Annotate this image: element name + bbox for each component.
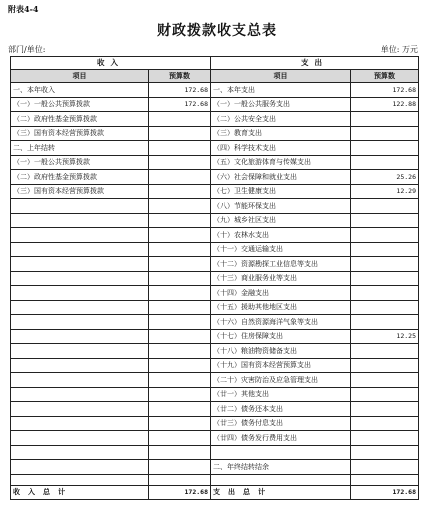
table-row (11, 474, 419, 485)
expense-item-cell: 一、本年支出 (211, 83, 351, 98)
income-item-cell: （一）一般公共预算拨款 (11, 97, 149, 112)
column-header-row (11, 70, 419, 83)
expense-item-cell: （十七）住房保障支出 (211, 329, 351, 344)
expense-item-cell: （二十）灾害防治及应急管理支出 (211, 373, 351, 388)
expense-amount-cell (351, 242, 419, 257)
page-title: 财政拨款收支总表 (157, 23, 277, 39)
income-amount-cell (149, 141, 211, 156)
income-section-header: 收入 (11, 57, 211, 70)
income-budget-header: 预算数 (149, 70, 211, 83)
table-row (11, 373, 419, 388)
income-amount-cell (149, 373, 211, 388)
expense-amount-cell: 172.68 (351, 83, 419, 98)
expense-item-cell: （四）科学技术支出 (211, 141, 351, 156)
income-amount-cell (149, 300, 211, 315)
income-item-cell (11, 445, 149, 460)
income-item-cell (11, 213, 149, 228)
expense-item-cell: （三）教育支出 (211, 126, 351, 141)
expense-budget-header: 预算数 (351, 70, 419, 83)
table-row (11, 271, 419, 286)
attachment-label: 附表4-4 (8, 4, 39, 14)
expense-amount-cell: 122.88 (351, 97, 419, 112)
expense-amount-cell (351, 271, 419, 286)
expense-amount-cell (351, 213, 419, 228)
department-label: 部门/单位: (8, 45, 46, 54)
income-amount-cell (149, 416, 211, 431)
expense-amount-cell (351, 300, 419, 315)
income-item-cell (11, 271, 149, 286)
expense-item-cell: （九）城乡社区支出 (211, 213, 351, 228)
expense-amount-cell (351, 344, 419, 359)
expense-item-cell: （五）文化旅游体育与传媒支出 (211, 155, 351, 170)
summary-row (11, 485, 419, 500)
expense-item-cell (211, 445, 351, 460)
table-row (11, 141, 419, 156)
income-item-cell: 二、上年结转 (11, 141, 149, 156)
income-item-cell (11, 402, 149, 417)
income-item-cell (11, 315, 149, 330)
income-amount-cell (149, 155, 211, 170)
expense-amount-cell (351, 126, 419, 141)
income-amount-cell (149, 474, 211, 485)
table-row (11, 344, 419, 359)
expense-item-cell: （十八）粮油物资储备支出 (211, 344, 351, 359)
income-item-header: 项目 (11, 70, 149, 83)
expense-amount-cell (351, 112, 419, 127)
income-item-cell (11, 344, 149, 359)
expense-amount-cell (351, 474, 419, 485)
table-row (11, 112, 419, 127)
table-row (11, 213, 419, 228)
budget-table (10, 56, 419, 500)
section-header-row (11, 57, 419, 70)
expense-amount-cell (351, 286, 419, 301)
income-amount-cell (149, 315, 211, 330)
expense-amount-cell: 12.29 (351, 184, 419, 199)
income-item-cell (11, 300, 149, 315)
income-amount-cell (149, 126, 211, 141)
expense-amount-cell (351, 445, 419, 460)
income-amount-cell (149, 242, 211, 257)
expense-total-amount: 172.68 (351, 485, 419, 500)
income-item-cell (11, 416, 149, 431)
income-item-cell: （一）一般公共预算拨款 (11, 155, 149, 170)
expense-amount-cell (351, 402, 419, 417)
expense-amount-cell (351, 373, 419, 388)
expense-item-cell: （廿二）债务还本支出 (211, 402, 351, 417)
table-row (11, 315, 419, 330)
expense-item-cell: （八）节能环保支出 (211, 199, 351, 214)
expense-item-cell: （十三）商业服务业等支出 (211, 271, 351, 286)
expense-amount-cell: 12.25 (351, 329, 419, 344)
table-row (11, 242, 419, 257)
income-item-cell (11, 460, 149, 475)
expense-amount-cell (351, 358, 419, 373)
income-amount-cell (149, 112, 211, 127)
expense-item-cell: （十二）资源勘探工业信息等支出 (211, 257, 351, 272)
unit-label: 单位: 万元 (380, 45, 418, 54)
expense-item-cell: （十九）国有资本经营预算支出 (211, 358, 351, 373)
expense-item-cell: （廿四）债务发行费用支出 (211, 431, 351, 446)
income-amount-cell (149, 170, 211, 185)
table-row (11, 358, 419, 373)
table-row (11, 228, 419, 243)
expense-item-cell: （十六）自然资源海洋气象等支出 (211, 315, 351, 330)
income-amount-cell (149, 271, 211, 286)
expense-total-label: 支出总计 (211, 485, 351, 500)
expense-amount-cell (351, 257, 419, 272)
table-row (11, 460, 419, 475)
income-item-cell (11, 474, 149, 485)
table-row (11, 402, 419, 417)
income-item-cell (11, 373, 149, 388)
table-row (11, 416, 419, 431)
table-row (11, 97, 419, 112)
income-item-cell (11, 228, 149, 243)
expense-amount-cell (351, 315, 419, 330)
income-item-cell (11, 199, 149, 214)
expense-amount-cell (351, 460, 419, 475)
table-row (11, 329, 419, 344)
expense-amount-cell (351, 199, 419, 214)
expense-amount-cell (351, 416, 419, 431)
expense-item-cell: （廿一）其他支出 (211, 387, 351, 402)
expense-section-header: 支出 (211, 57, 419, 70)
expense-item-cell: （六）社会保障和就业支出 (211, 170, 351, 185)
expense-amount-cell (351, 431, 419, 446)
table-row (11, 286, 419, 301)
income-amount-cell (149, 358, 211, 373)
income-item-cell (11, 286, 149, 301)
table-row (11, 155, 419, 170)
income-amount-cell (149, 199, 211, 214)
income-amount-cell: 172.68 (149, 97, 211, 112)
table-row (11, 126, 419, 141)
expense-item-cell: 二、年终结转结余 (211, 460, 351, 475)
income-item-cell (11, 387, 149, 402)
income-amount-cell (149, 286, 211, 301)
table-row (11, 83, 419, 98)
expense-item-cell: （廿三）债务付息支出 (211, 416, 351, 431)
income-item-cell (11, 242, 149, 257)
table-row (11, 431, 419, 446)
income-item-cell (11, 257, 149, 272)
income-amount-cell (149, 431, 211, 446)
expense-item-cell (211, 474, 351, 485)
income-amount-cell (149, 344, 211, 359)
expense-item-header: 项目 (211, 70, 351, 83)
income-amount-cell (149, 402, 211, 417)
income-item-cell (11, 431, 149, 446)
income-total-label: 收入总计 (11, 485, 149, 500)
income-item-cell: （二）政府性基金预算拨款 (11, 112, 149, 127)
income-amount-cell (149, 213, 211, 228)
income-amount-cell (149, 228, 211, 243)
expense-amount-cell (351, 387, 419, 402)
expense-item-cell: （十四）金融支出 (211, 286, 351, 301)
income-item-cell (11, 329, 149, 344)
income-item-cell (11, 358, 149, 373)
income-item-cell: （二）政府性基金预算拨款 (11, 170, 149, 185)
income-amount-cell: 172.68 (149, 83, 211, 98)
expense-item-cell: （一）一般公共服务支出 (211, 97, 351, 112)
table-row (11, 184, 419, 199)
income-item-cell: （三）国有资本经营预算拨款 (11, 184, 149, 199)
income-amount-cell (149, 460, 211, 475)
table-row (11, 199, 419, 214)
expense-amount-cell: 25.26 (351, 170, 419, 185)
expense-item-cell: （十）农林水支出 (211, 228, 351, 243)
income-amount-cell (149, 184, 211, 199)
table-row (11, 445, 419, 460)
table-row (11, 170, 419, 185)
income-amount-cell (149, 445, 211, 460)
table-row (11, 387, 419, 402)
table-row (11, 300, 419, 315)
expense-item-cell: （二）公共安全支出 (211, 112, 351, 127)
table-row (11, 257, 419, 272)
income-total-amount: 172.68 (149, 485, 211, 500)
expense-item-cell: （十五）援助其他地区支出 (211, 300, 351, 315)
expense-amount-cell (351, 155, 419, 170)
expense-amount-cell (351, 141, 419, 156)
income-amount-cell (149, 387, 211, 402)
income-amount-cell (149, 329, 211, 344)
income-amount-cell (149, 257, 211, 272)
expense-item-cell: （十一）交通运输支出 (211, 242, 351, 257)
expense-amount-cell (351, 228, 419, 243)
income-item-cell: （三）国有资本经营预算拨款 (11, 126, 149, 141)
expense-item-cell: （七）卫生健康支出 (211, 184, 351, 199)
income-item-cell: 一、本年收入 (11, 83, 149, 98)
